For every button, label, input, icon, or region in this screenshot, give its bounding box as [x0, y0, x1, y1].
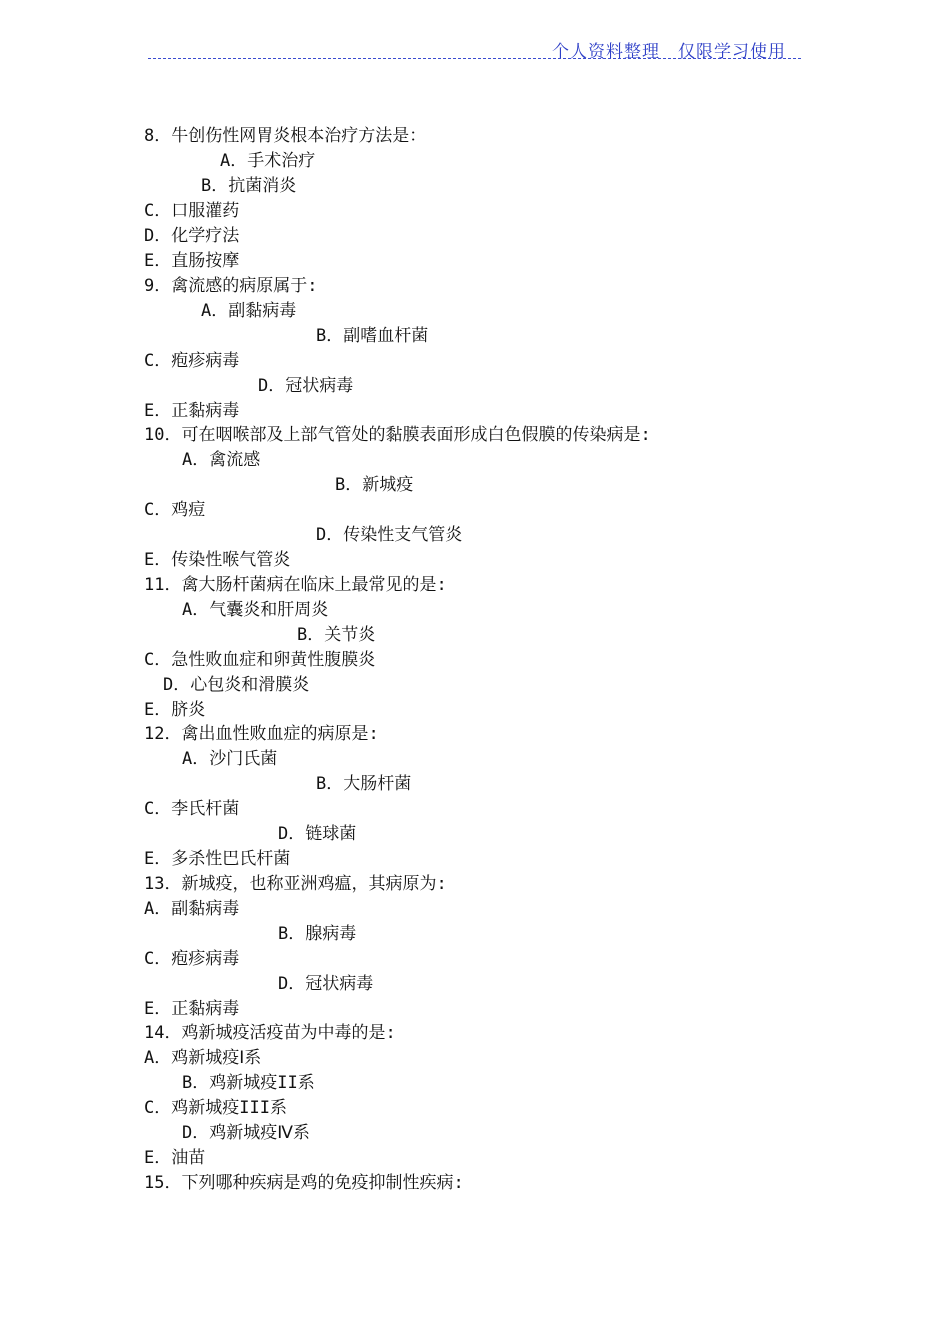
question-8: 8．牛创伤性网胃炎根本治疗方法是： [144, 126, 427, 146]
option-12c: C．李氏杆菌 [144, 799, 240, 819]
option-13d: D．冠状病毒 [278, 974, 374, 994]
option-14e: E．油苗 [144, 1148, 206, 1168]
question-9: 9．禽流感的病原属于: [144, 276, 318, 296]
question-13: 13．新城疫，也称亚洲鸡瘟，其病原为: [144, 874, 447, 894]
option-12a: A．沙门氏菌 [182, 749, 278, 769]
option-8d: D．化学疗法 [144, 226, 240, 246]
option-14d: D．鸡新城疫Ⅳ系 [182, 1123, 310, 1143]
option-11a: A．气囊炎和肝周炎 [182, 600, 329, 620]
option-8b: B．抗菌消炎 [201, 176, 297, 196]
option-10c: C．鸡痘 [144, 500, 206, 520]
option-13e: E．正黏病毒 [144, 999, 240, 1019]
option-10d: D．传染性支气管炎 [316, 525, 463, 545]
option-13b: B．腺病毒 [278, 924, 357, 944]
option-11d: D．心包炎和滑膜炎 [163, 675, 310, 695]
question-12: 12．禽出血性败血症的病原是: [144, 724, 379, 744]
option-13a: A．副黏病毒 [144, 899, 240, 919]
option-9d: D．冠状病毒 [258, 376, 354, 396]
question-15: 15．下列哪种疾病是鸡的免疫抑制性疾病: [144, 1173, 464, 1193]
question-11: 11．禽大肠杆菌病在临床上最常见的是: [144, 575, 447, 595]
option-12e: E．多杀性巴氏杆菌 [144, 849, 291, 869]
page-header-text: 个人资料整理 仅限学习使用 [552, 42, 786, 62]
option-9c: C．疱疹病毒 [144, 351, 240, 371]
option-14a: A．鸡新城疫Ⅰ系 [144, 1048, 262, 1068]
option-8e: E．直肠按摩 [144, 251, 240, 271]
option-12b: B．大肠杆菌 [316, 774, 412, 794]
question-10: 10．可在咽喉部及上部气管处的黏膜表面形成白色假膜的传染病是: [144, 425, 651, 445]
option-14c: C．鸡新城疫III系 [144, 1098, 287, 1118]
header-rule [148, 58, 801, 59]
option-11c: C．急性败血症和卵黄性腹膜炎 [144, 650, 376, 670]
option-10b: B．新城疫 [335, 475, 414, 495]
question-14: 14．鸡新城疫活疫苗为中毒的是: [144, 1023, 396, 1043]
option-14b: B．鸡新城疫II系 [182, 1073, 315, 1093]
option-11e: E．脐炎 [144, 700, 206, 720]
option-10a: A．禽流感 [182, 450, 261, 470]
option-13c: C．疱疹病毒 [144, 949, 240, 969]
option-9e: E．正黏病毒 [144, 401, 240, 421]
option-8a: A．手术治疗 [220, 151, 316, 171]
option-10e: E．传染性喉气管炎 [144, 550, 291, 570]
option-9b: B．副嗜血杆菌 [316, 326, 429, 346]
option-8c: C．口服灌药 [144, 201, 240, 221]
option-11b: B．关节炎 [297, 625, 376, 645]
option-9a: A．副黏病毒 [201, 301, 297, 321]
option-12d: D．链球菌 [278, 824, 357, 844]
